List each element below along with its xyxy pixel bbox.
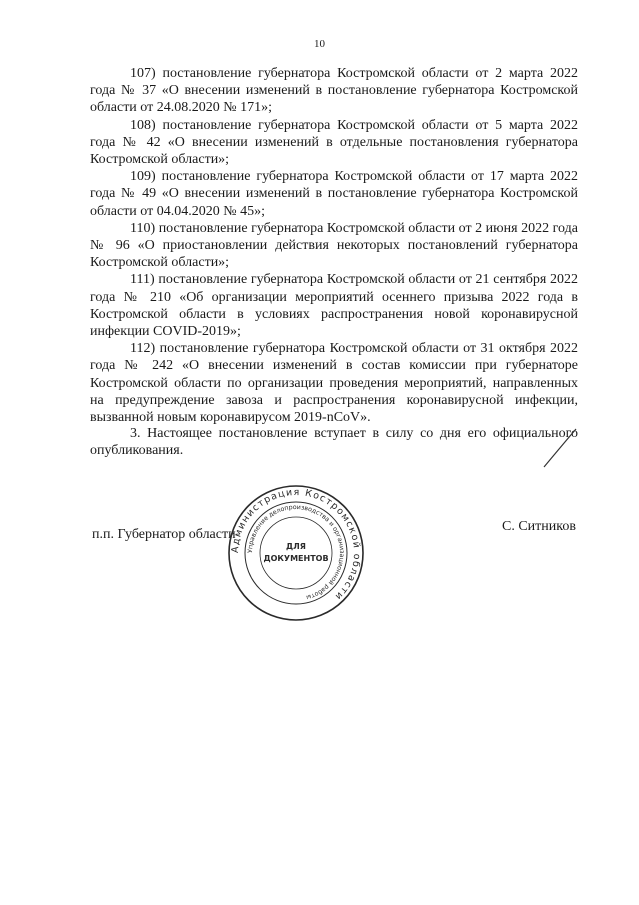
- handwritten-mark: [540, 425, 580, 470]
- official-stamp: [226, 483, 366, 623]
- list-item: 108) постановление губернатора Костромской области от 5 марта 2022 года № 42 «О внесении изменений в отдельные постановления губернатора Костромской области»;: [90, 117, 578, 168]
- enumerated-list: [90, 65, 578, 426]
- stamp-center-line1: ДЛЯ: [286, 542, 306, 551]
- signatory-title: п.п. Губернатор области: [92, 527, 236, 542]
- signatory-name: С. Ситников: [502, 519, 576, 534]
- list-item: 111) постановление губернатора Костромской области от 21 сентября 2022 года № 210 «Об организации мероприятий осеннего призыва 2022 года в Костромской области в условиях распространения новой коронавирусной инфекции COVID-2019»;: [90, 272, 578, 340]
- list-item: 109) постановление губернатора Костромской области от 17 марта 2022 года № 49 «О внесении изменений в постановление губернатора Костромской области от 04.04.2020 № 45»;: [90, 169, 578, 219]
- svg-text:Управление делопроизводства и: [247, 504, 345, 601]
- list-item: 110) постановление губернатора Костромской области от 2 июня 2022 года № 96 «О приостановлении действия некоторых постановлений губернатора Костромской области»;: [90, 220, 578, 271]
- closing-text: 3. Настоящее постановление вступает в силу со дня его официального опубликования.: [90, 426, 578, 459]
- page-number: 10: [314, 38, 325, 50]
- list-item: 107) постановление губернатора Костромской области от 2 марта 2022 года № 37 «О внесении изменений в постановление губернатора Костромской области от 24.08.2020 № 171»;: [90, 66, 578, 116]
- stamp-outer-text: Администрация Костромской области: [229, 486, 363, 603]
- closing-paragraph: [90, 425, 578, 459]
- stamp-inner-text: Управление делопроизводства и организационной работы: [246, 503, 346, 601]
- stamp-center-line2: ДОКУМЕНТОВ: [263, 554, 329, 563]
- list-item: 112) постановление губернатора Костромской области от 31 октября 2022 года № 242 «О внесении изменений в состав комиссии при губернаторе Костромской области по организации проведения мероприятий, направленных на предупреждение завоза и распространения коронавирусной инфекции, вызванной новым коронавирусом 2019-nCoV».: [90, 341, 578, 426]
